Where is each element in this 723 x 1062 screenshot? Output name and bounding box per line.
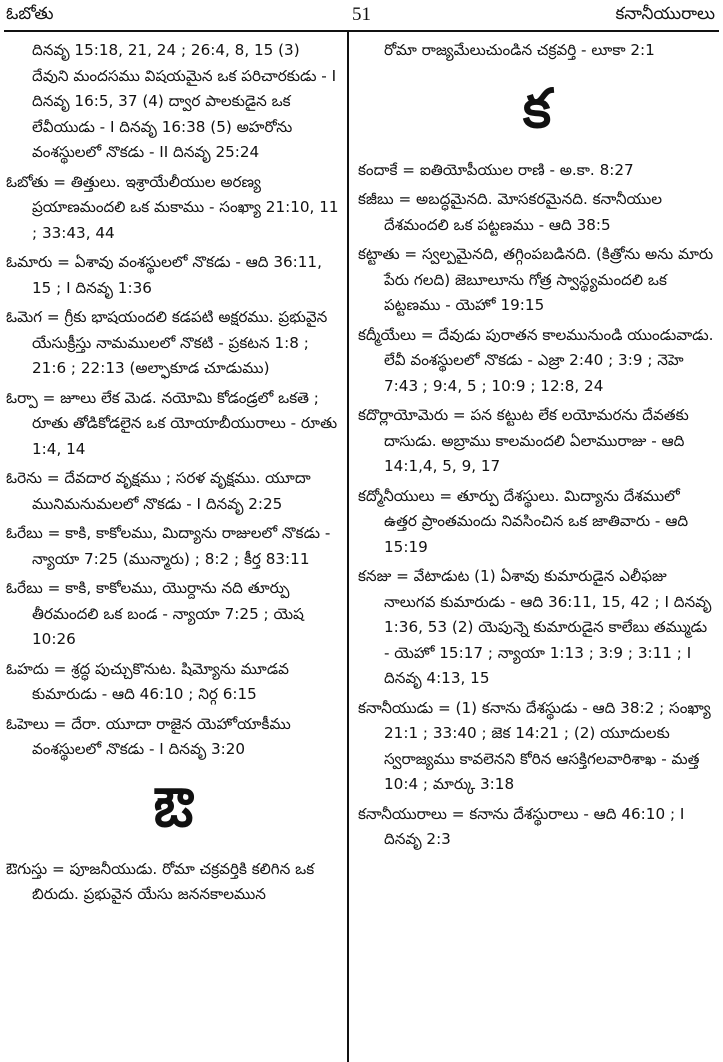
dictionary-entry: కజీబు = అబద్ధమైనది. మోసకరమైనది. కనానీయుల దేశమందలి ఒక పట్టణము - ఆది 38:5 bbox=[358, 190, 663, 234]
dictionary-entry: కద్మోనీయులు = తూర్పు దేశస్థులు. మిద్యాను దేశములో ఉత్తర ప్రాంతమందు నివసించిన ఒక జాతివారు - ఆది 15:19 bbox=[358, 486, 689, 556]
dictionary-entry: ఓరేబు = కాకి, కాకోలము, మిద్యాను రాజులలో నొకడు - న్యాయా 7:25 (మున్మారు) ; 8:2 ; కీర్త 83:11 bbox=[6, 524, 331, 568]
dictionary-entry: ఓబోతు = తిత్తులు. ఇశ్రాయేలీయుల అరణ్య ప్రయాణమందలి ఒక మకాము - సంఖ్యా 21:10, 11 ; 33:43, 44 bbox=[6, 172, 339, 242]
dictionary-entry: కట్టాతు = స్వల్పమైనది, తగ్గింపబడినది. (కిత్రోను అను మారు పేరు గలది) జెబూలూను గోత్ర స్వాస్థ్యమందలి ఒక పట్టణము - యెహో 19:15 bbox=[358, 245, 714, 314]
dictionary-entry: ఓమారు = ఏశావు వంశస్థులలో నొకడు - ఆది 36:11, 15 ; I దినవృ 1:36 bbox=[6, 253, 322, 297]
dictionary-entry: ఔగుస్తు = పూజనీయుడు. రోమా చక్రవర్తికి కలిగిన ఒక బిరుదు. ప్రభువైన యేసు జననకాలమున bbox=[6, 859, 315, 903]
dictionary-entry: ఓహెలు = దేరా. యూదా రాజైన యెహోయాకీము వంశస్థులలో నొకడు - I దినవృ 3:20 bbox=[6, 714, 291, 758]
dictionary-entry: ఓరేబు = కాకి, కాకోలము, యొర్దాను నది తూర్పు తీరమందలి ఒక బండ - న్యాయా 7:25 ; యెష 10:26 bbox=[6, 579, 304, 648]
header-left-guide-word: ఓబోతు bbox=[6, 4, 54, 24]
dictionary-entry: ఓహదు = శ్రద్ధ పుచ్చుకొనుట. షిమ్యోను మూడవ కుమారుడు - ఆది 46:10 ; నిర్గ 6:15 bbox=[6, 659, 289, 703]
dictionary-entry: కందాకే = ఐతియోపీయుల రాణి - అ.కా. 8:27 bbox=[358, 160, 634, 179]
dictionary-entry: కద్మీయేలు = దేవుడు పురాతన కాలమునుండి యుండువాడు. లేవీ వంశస్థులలో నొకడు - ఎజ్రా 2:40 ; 3:9 ; నెహె 7:43 ; 9:4, 5 ; 10:9 ; 12:8, 24 bbox=[358, 325, 714, 395]
dictionary-entry: ఓమెగ = గ్రీకు భాషయందలి కడపటి అక్షరము. ప్రభువైన యేసుక్రీస్తు నామములలో నొకటి - ప్రకటన 1:8 ; 21:6 ; 22:13 (అల్ఫాకూడ చూడుము) bbox=[6, 308, 328, 377]
continued-entry: దినవృ 15:18, 21, 24 ; 26:4, 8, 15 (3) దేవుని మందసము విషయమైన ఒక పరిచారకుడు - I దినవృ 16:5, 37 (4) ద్వార పాలకుడైన ఒక లేవీయుడు - I దినవృ 16:38 (5) అహరోను వంశస్థులలో నొకడు - II దినవృ 25:24 bbox=[32, 41, 337, 161]
left-column bbox=[6, 38, 341, 1062]
dictionary-entry: కనానీయురాలు = కనాను దేశస్థురాలు - ఆది 46:10 ; I దినవృ 2:3 bbox=[358, 804, 685, 848]
dictionary-entry: కదొర్లాయోమెరు = పన కట్టుట లేక లయోమరను దేవతకు దాసుడు. అబ్రాము కాలమందలి ఏలామురాజు - ఆది 14:1,4, 5, 9, 17 bbox=[358, 406, 689, 475]
section-letter-heading: క bbox=[522, 76, 552, 140]
page-header bbox=[0, 0, 723, 32]
header-rule bbox=[4, 30, 719, 32]
continued-entry: రోమా రాజ్యమేలుచుండిన చక్రవర్తి - లూకా 2:1 bbox=[384, 41, 655, 59]
page-number: 51 bbox=[352, 4, 371, 25]
dictionary-entry: ఓర్పా = జూలు లేక మెడ. నయోమి కోడండ్రలో ఒకతె ; రూతు తోడికోడలైన ఒక యోయాబీయురాలు - రూతు 1:4, 14 bbox=[6, 388, 338, 458]
dictionary-entry: కనజు = వేటాడుట (1) ఏశావు కుమారుడైన ఎలీఫజు నాలుగవ కుమారుడు - ఆది 36:11, 15, 42 ; I దినవృ 1:36, 53 (2) యెపున్నె కుమారుడైన కాలేబు తమ్ముడు - యెహో 15:17 ; న్యాయా 1:13 ; 3:9 ; 3:11 ; I దినవృ 4:13, 15 bbox=[358, 567, 712, 687]
header-right-guide-word: కనానీయురాలు bbox=[615, 4, 715, 24]
right-column bbox=[358, 38, 716, 1062]
dictionary-entry: ఓరెను = దేవదార వృక్షము ; సరళ వృక్షము. యూదా మునిమనుమలలో నొకడు - I దినవృ 2:25 bbox=[6, 469, 311, 513]
column-divider bbox=[347, 32, 349, 1062]
dictionary-entry: కనానీయుడు = (1) కనాను దేశస్థుడు - ఆది 38:2 ; సంఖ్యా 21:1 ; 33:40 ; జెక 14:21 ; (2) యూదులకు స్వరాజ్యము కావలెనని కోరిన ఆసక్తిగలవారిశాఖ - మత్త 10:4 ; మార్కు 3:18 bbox=[358, 698, 711, 793]
section-letter-heading: ఔ bbox=[153, 775, 194, 839]
